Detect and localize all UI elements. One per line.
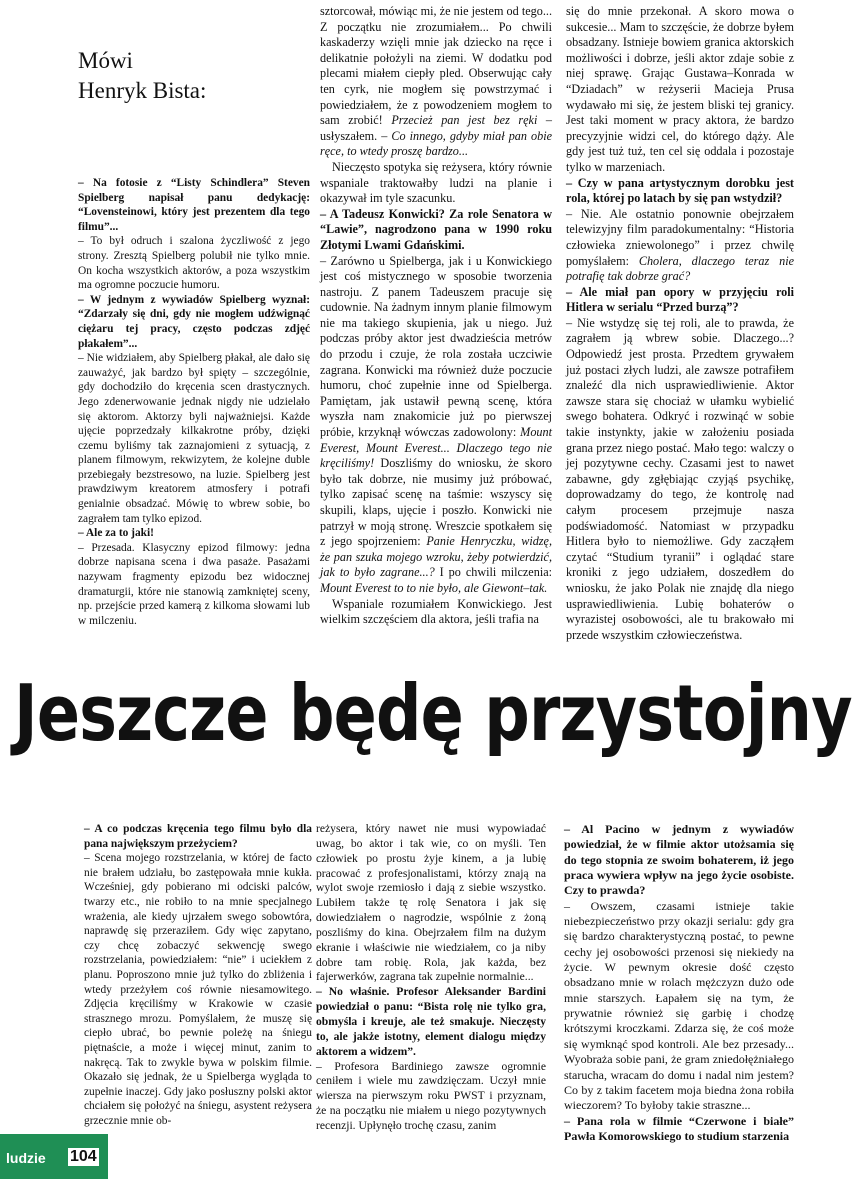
- answer: – Owszem, czasami istnieje takie niebezpieczeństwo przy okazji serialu: gdy gra się bardzo charakterystyczną postać, to pewne cechy jej osobowości przenosi się niekiedy na życie. W pewnym okresie dość często obsadzano mnie w rolach mężczyzn dużo ode mnie starszych. Łapałem się na tym, że prywatnie również się garbię i chodzę krótszymi kroczkami. Zdarza się, że coś może się wymknąć spod kontroli. Ale bez przesady... Wyobraża sobie pani, że gram zniedołężniałego starucha, wracam do domu i nadal nim jestem? Co by z takim facetem moja biedna żona robiła wieczorem? To byłoby takie straszne...: [564, 899, 794, 1114]
- paragraph: Nieczęsto spotyka się reżysera, który równie wspaniale traktowałby ludzi na planie i okazywał im tyle szacunku.: [320, 159, 552, 206]
- answer: – Nie widziałem, aby Spielberg płakał, ale dało się zauważyć, jak bardzo był spięty – szczególnie, gdy dochodziło do kręcenia scen drastycznych. Jego zdenerwowanie jednak nigdy nie udzielało się aktorom. Aktorzy byli najważniejsi. Każde ujęcie poprzedzały kilkakrotne próby, dzięki czemu byliśmy tak zaznajomieni z sytuacją, z planem filmowym, rekwizytem, że kolejne duble przebiegały bezstresowo, na luzie. Spielberg jest prawdziwym kreatorem atmosfery i potrafi genialnie obsadzać. Mówię to wbrew sobie, bo zagrałem tam tylko epizod.: [78, 351, 310, 526]
- answer: – Przesada. Klasyczny epizod filmowy: jedna dobrze napisana scena i dwa pasaże. Pasażami nazywam fragmenty epizodu bez widocznej dramaturgii, które nie stanowią zamkniętej sceny, np. przejście przed kamerą z kilkoma słowami lub w milczeniu.: [78, 541, 310, 629]
- bottom-column-1: [84, 822, 312, 1128]
- paragraph: się do mnie przekonał. A skoro mowa o sukcesie... Mam to szczęście, że dobrze byłem obsadzany. Istnieje bowiem granica aktorskich możliwości i dobrze, jeśli aktor zdaje sobie z niej sprawę. Grając Gustawa–Konrada w “Dziadach” w reżyserii Macieja Prusa wydawało mi się, że jestem bliski tej granicy. Jest taki moment w pracy aktora, że bardzo precyzyjnie widzi cel, do którego dąży. Ale gdy jest tuż tuż, ten cel się oddala i pozostaje tylko w marzeniach.: [566, 4, 794, 174]
- headline: Jeszcze będę przystojny: [14, 668, 852, 759]
- top-column-3: [566, 4, 794, 643]
- question: – Ale miał pan opory w przyjęciu roli Hitlera w serialu “Przed burzą”?: [566, 285, 794, 316]
- answer: – Nie. Ale ostatnio ponownie obejrzałem telewizyjny film paradokumentalny: “Historia człowieka zniewolonego” i przez chwilę pomyślałem: Cholera, dlaczego teraz nie potrafię tak dobrze grać?: [566, 207, 794, 285]
- paragraph: Wspaniale rozumiałem Konwickiego. Jest wielkim szczęściem dla aktora, jeśli trafia na: [320, 596, 552, 627]
- answer: – Nie wstydzę się tej roli, ale to prawda, że zagrałem ją wbrew sobie. Dlaczego...? Odpowiedź jest prosta. Przedtem grywałem już postaci złych ludzi, ale zawsze potrafiłem znaleźć dla nich usprawiedliwienie. Aktor zawsze stara się chociaż w ułamku wybielić swego bohatera. Odkryć i rozwinąć w sobie takie instynkty, jakie w założeniu posiada grana przez niego postać. Mało tego: walczy o jej pozytywne cechy. Czasami jest to nawet zabawne, gdy zgłębiając czyjąś psychikę, doprowadzamy do tego, że kontrolę nad całym procesem przejmuje nasza podświadomość. Natomiast w przypadku Hitlera było to niemożliwe. Gdy zacząłem czytać “Studium tyranii” i oglądać stare kroniki z jego udziałem, doszedłem do wniosku, że jako Polak nie znajdę dla niego usprawiedliwienia. Lubię bohaterów o wyrazistej osobowości, ale tu brakowało mi przede wszystkim człowieczeństwa.: [566, 316, 794, 643]
- question: – Al Pacino w jednym z wywiadów powiedział, że w filmie aktor utożsamia się do tego stopnia ze swoim bohaterem, iż jego praca wywiera wpływ na jego życie osobiste. Czy to prawda?: [564, 822, 794, 899]
- bottom-column-3: [564, 822, 794, 1144]
- question: – Na fotosie z “Listy Schindlera” Steven Spielberg napisał panu dedykację: “Lovensteinowi, który jest prezentem dla tego filmu”...: [78, 176, 310, 234]
- magazine-brand: ludzie: [6, 1150, 46, 1166]
- kicker: [78, 46, 206, 106]
- kicker-line-2: Henryk Bista:: [78, 78, 207, 103]
- question: – No właśnie. Profesor Aleksander Bardini powiedział o panu: “Bista rolę nie tylko gra, obmyśla i kreuje, ale też smakuje. Nieczęsty to, ale jakże istotny, element dialogu między aktorem a widzem”.: [316, 985, 546, 1059]
- paragraph: reżysera, który nawet nie musi wypowiadać uwag, bo aktor i tak wie, co on myśli. Ten człowiek po prostu żyje kinem, a ja lubię pracować z profesjonalistami, którzy znają na wylot swoje rzemiosło i dają z siebie wszystko. Lubiłem także tę rolę Senatora i jak się dowiedziałem o nagrodzie, wspólnie z żoną poszliśmy do kina. Obejrzałem film na dużym ekranie i właściwie nie wiedziałem, co ja niby dobre tam robię. Rola, jak każda, bez fajerwerków, zagrana tak zupełnie normalnie...: [316, 822, 546, 984]
- kicker-line-1: Mówi: [78, 48, 133, 73]
- answer: – Zarówno u Spielberga, jak i u Konwickiego jest coś mistycznego w sposobie tworzenia nastroju. Z panem Tadeuszem pracuje się cudownie. Na żadnym innym planie filmowym nie ma takiego skupienia, jak u niego. Już podczas próby aktor jest dwadzieścia metrów do przodu i czuje, że rola została uczciwie zagrana. Konwicki ma również duże poczucie humoru, choć zupełnie inne od Spielberga. Pamiętam, jak ustawił pewną scenę, która wyszła nam znakomicie już po pierwszej próbie, krzyknął wówczas zadowolony: Mount Everest, Mount Everest... Dlaczego tego nie kręciliśmy! Doszliśmy do wniosku, że skoro było tak dobrze, nie musimy już próbować, tylko zapisać scenę na taśmie: wszyscy się skupili, klaps, ujęcie i poszło. Konwicki nie patrzył w moją stronę. Wreszcie spotkałem się z jego spojrzeniem: Panie Henryczku, widzę, że pan szuka mojego wzroku, żeby potwierdzić, jak to było zagrane...? I po chwili milczenia: Mount Everest to to nie było, ale Giewont–tak.: [320, 254, 552, 597]
- page-number: 104: [70, 1148, 97, 1165]
- question: – Ale za to jaki!: [78, 526, 310, 541]
- answer: – To był odruch i szalona życzliwość z jego strony. Zresztą Spielberg polubił nie tylko mnie. On kocha wszystkich aktorów, a poza wszystkim ma ogromne poczucie humoru.: [78, 234, 310, 292]
- answer: – Scena mojego rozstrzelania, w której de facto nie brałem udziału, bo zastępowała mnie kukła. Wcześniej, gdy pobierano mi odciski palców, twarzy etc., nie robiło to na mnie specjalnego wrażenia, ale kiedy ujrzałem swego sobowtóra, naprawdę się przeraziłem. Gdy więc zapytano, czy chcę zobaczyć sekwencję swego rozstrzelania, powiedziałem: “nie” i uciekłem z planu. Poproszono mnie już tylko do zbliżenia i wtedy przeżyłem coś równie niesamowitego. Zdjęcia kręciliśmy w Krakowie w czasie strasznego mrozu. Pomyślałem, że muszę się ciepło ubrać, bo pewnie poleżę na śniegu piętnaście, a może i więcej minut, zanim to nakręcą. Tak to zwykle bywa w polskim filmie. Okazało się jednak, że u Spielberga wygląda to zupełnie inaczej. Gdy jako posłuszny polski aktor chciałem się położyć na śniegu, asystent reżysera grzecznie mnie ob-: [84, 851, 312, 1128]
- paragraph: sztorcował, mówiąc mi, że nie jestem od tego... Z początku nie zrozumiałem... Po chwili kaskaderzy wzięli mnie jak dziecko na ręce i delikatnie położyli na ziemi. W dodatku pod plecami miałem ciepły pled. Obserwując cały ten cyrk, nie mogłem się powstrzymać i powiedziałem, że z powodzeniem mogłem to sam zrobić! Przecież pan jest bez ręki – usłyszałem. – Co innego, gdyby miał pan obie ręce, to wtedy proszę bardzo...: [320, 4, 553, 159]
- question: – Pana rola w filmie “Czerwone i białe” Pawła Komorowskiego to studium starzenia: [564, 1114, 794, 1145]
- top-column-1: [78, 176, 310, 628]
- page-number-badge: [0, 1134, 108, 1179]
- question: – A Tadeusz Konwicki? Za role Senatora w “Lawie”, nagrodzono pana w 1990 roku Złotymi Lwami Gdańskimi.: [320, 207, 552, 254]
- question: – A co podczas kręcenia tego filmu było dla pana największym przeżyciem?: [84, 822, 312, 851]
- question: – Czy w pana artystycznym dorobku jest rola, której po latach by się pan wstydził?: [566, 176, 794, 207]
- question: – W jednym z wywiadów Spielberg wyznał: “Zdarzały się dni, gdy nie mogłem udźwignąć ciężaru tej pracy, często podczas zdjęć płakałem”...: [78, 293, 310, 351]
- bottom-column-2: [316, 822, 546, 1134]
- top-column-2: [320, 4, 552, 628]
- answer: – Profesora Bardiniego zawsze ogromnie ceniłem i wiele mu zawdzięczam. Uczył mnie wiersza na pierwszym roku PWST i przyznam, że na początku nie miałem u niego pozytywnych recenzji. Upłynęło trochę czasu, zanim: [316, 1060, 546, 1134]
